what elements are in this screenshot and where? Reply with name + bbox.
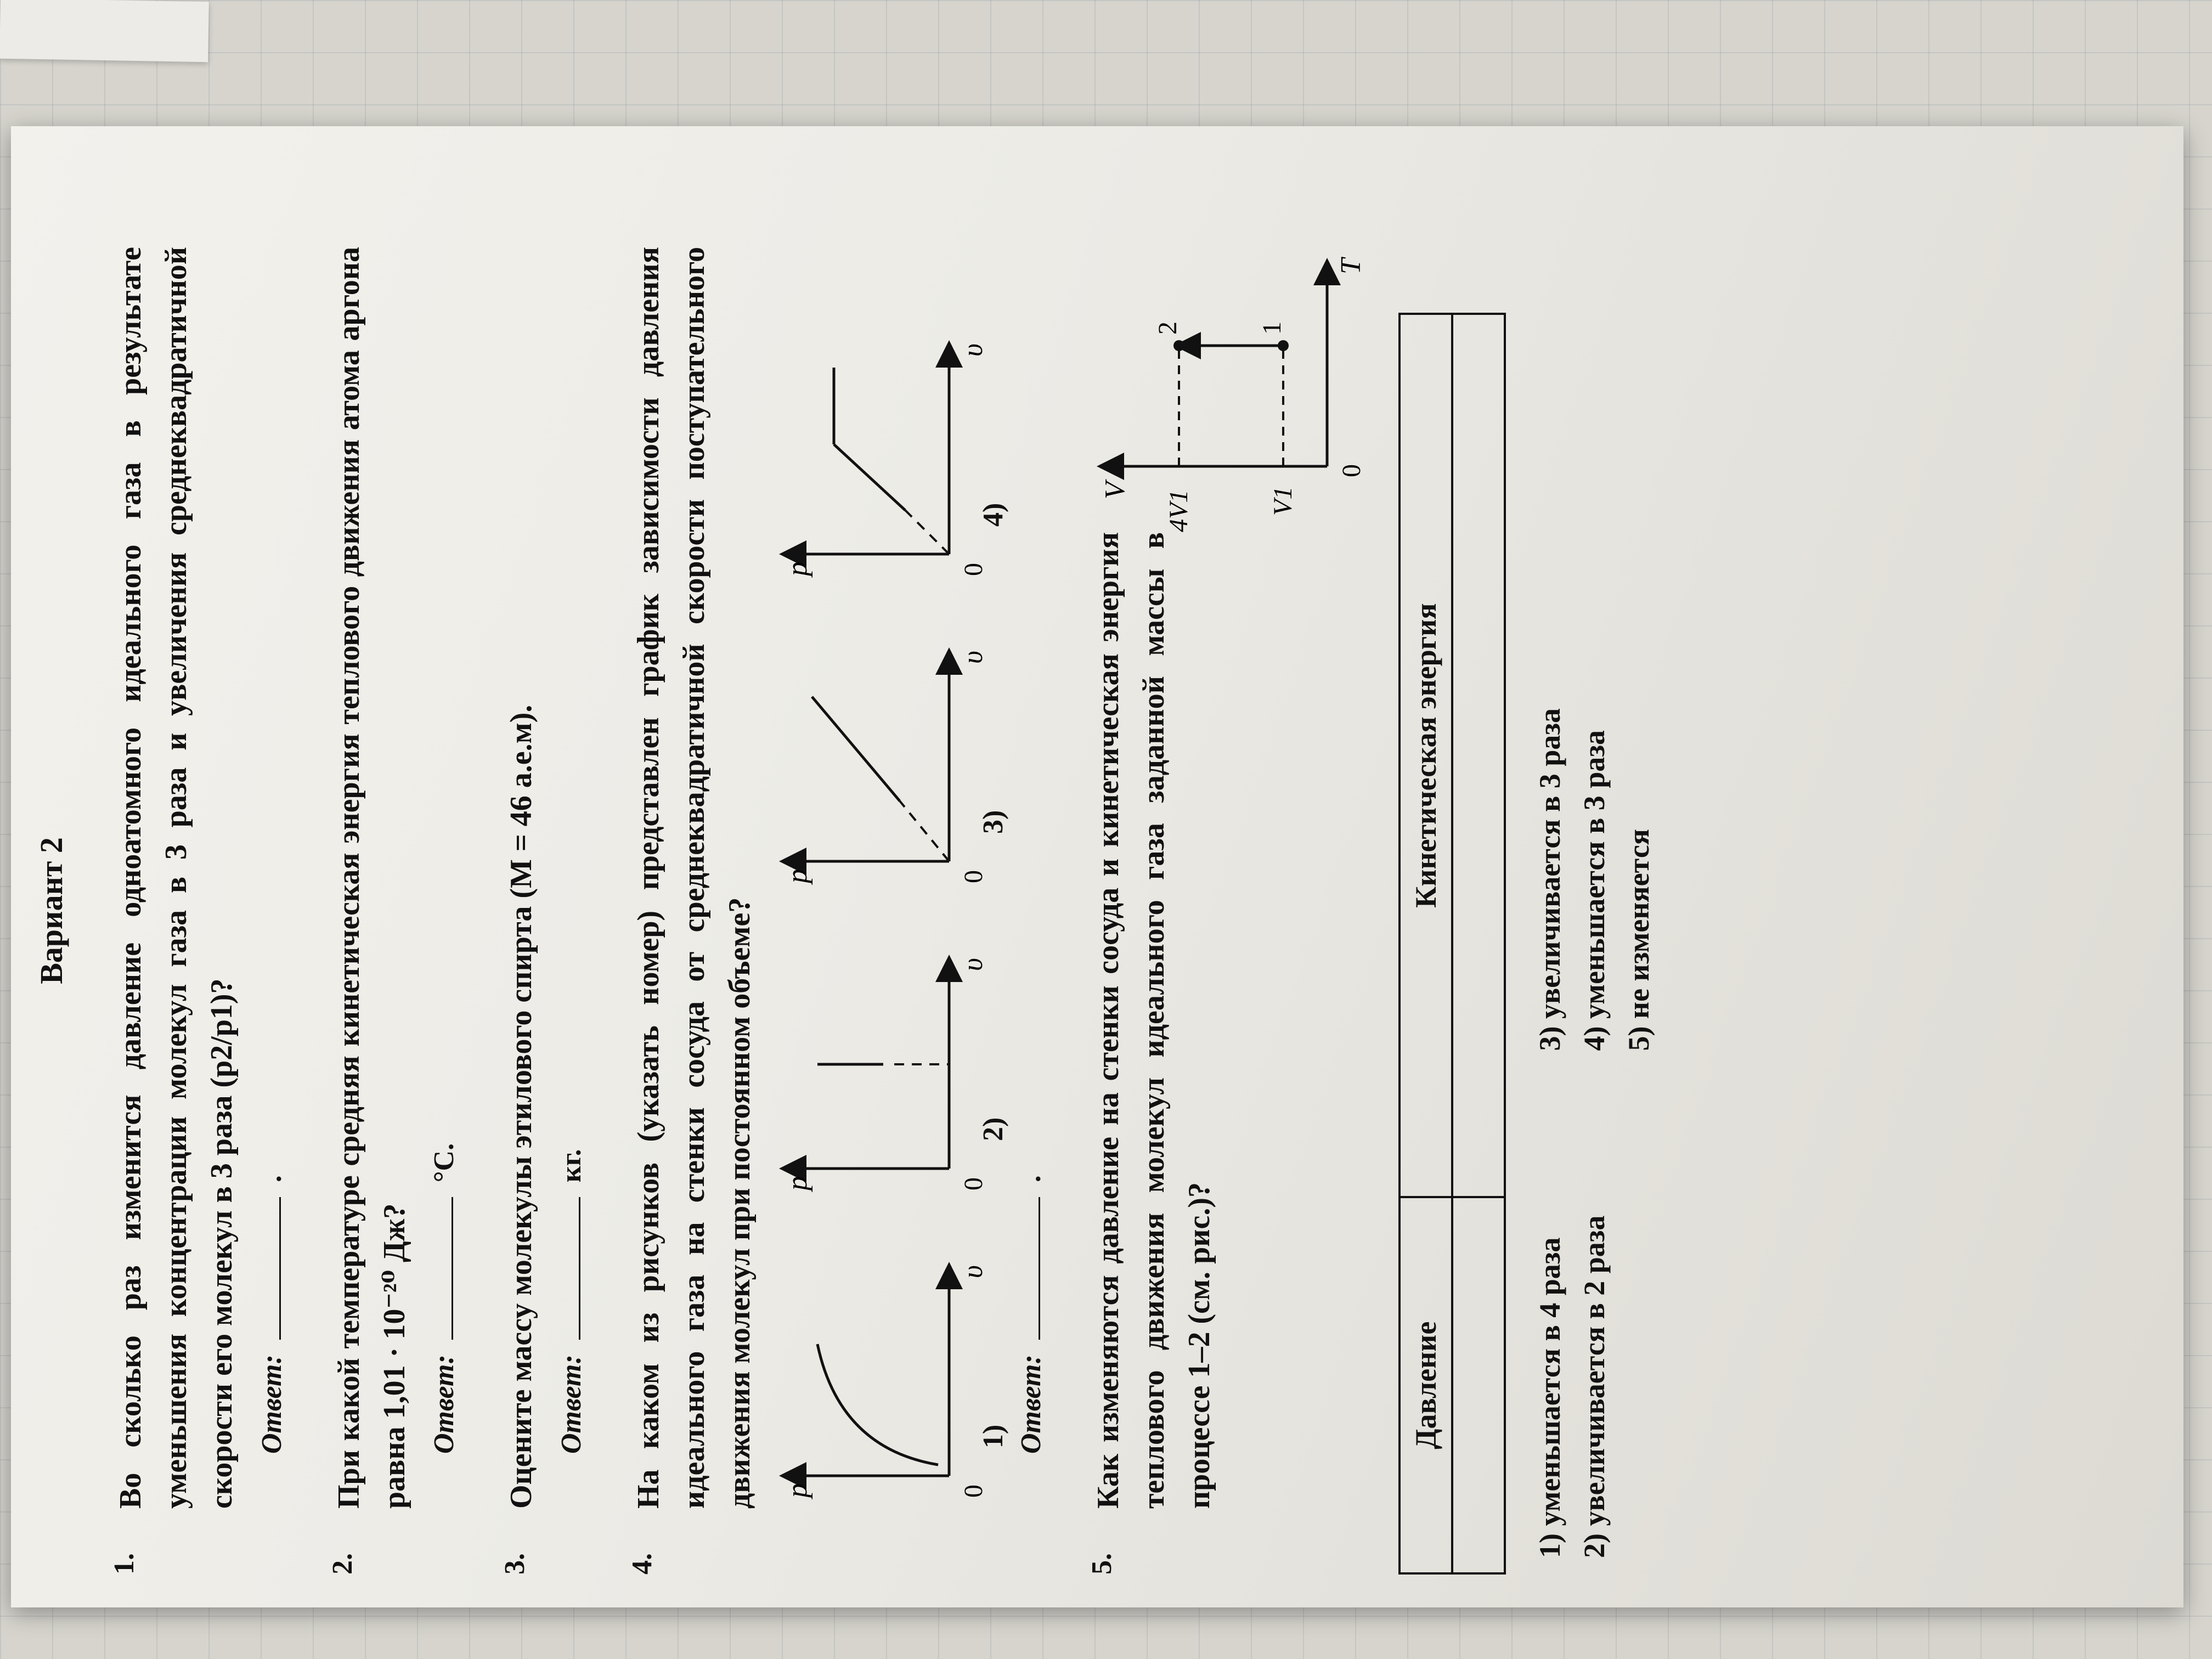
question-text: Оцените массу молекулы этилового спирта (M = 46 а.е.м). <box>504 704 539 1509</box>
answer-suffix: . <box>256 1175 287 1183</box>
answer-table <box>1398 313 1506 1575</box>
graph-2 <box>774 938 1009 1201</box>
graph-number: 2) <box>977 1117 1009 1141</box>
answer-blank[interactable] <box>1039 1197 1040 1340</box>
question-text: При какой температуре средняя кинетическая энергия теплового движения атома аргона равна 1,01 · 10⁻²⁰ Дж? <box>331 247 411 1509</box>
y-axis-label: p <box>781 562 813 576</box>
options-column-2 <box>1528 708 1661 1051</box>
answer-blank[interactable] <box>452 1197 453 1340</box>
table-header-pressure: Давление <box>1400 1197 1452 1573</box>
graph-1-plot <box>774 1245 1004 1509</box>
point-1-label: 1 <box>1257 321 1286 335</box>
point-2-label: 2 <box>1153 321 1182 335</box>
answer-blank[interactable] <box>279 1197 281 1340</box>
y-axis-label: p <box>781 1483 813 1498</box>
question-number: 2. <box>326 1553 358 1575</box>
question-2 <box>326 247 417 1575</box>
question-4 <box>626 247 763 1575</box>
table-cell-pressure-answer[interactable] <box>1452 1197 1505 1573</box>
x-axis-label: υ <box>957 343 989 357</box>
variant-title: Вариант 2 <box>33 837 69 984</box>
paper-corner <box>0 0 209 62</box>
x-axis-label: υ <box>957 1265 989 1278</box>
vt-diagram <box>1086 247 1371 532</box>
worksheet-page <box>11 126 2183 1607</box>
question-text: Во сколько раз изменится давление одноатомного идеального газа в результате уменьшения концентрации молекул газа в 3 раза и увеличения среднеквадратичной скорости его молекул в 3 раза (p2/p1)? <box>114 247 239 1509</box>
answer-suffix: . <box>1015 1175 1047 1183</box>
options-list <box>1528 247 1661 1558</box>
graph-4 <box>774 324 1009 587</box>
origin-label: 0 <box>958 870 988 883</box>
answer-1 <box>256 247 288 1454</box>
answer-2 <box>428 247 460 1454</box>
answer-label: Ответ: <box>428 1355 460 1454</box>
graph-number: 4) <box>977 503 1009 527</box>
question-text: Как изменяются давление на стенки сосуда и кинетическая энергия теплового движения молекул идеального газа заданной массы в процессе 1–2 (см. рис.)? <box>1091 532 1216 1509</box>
origin-label: 0 <box>958 1485 988 1498</box>
origin-label: 0 <box>958 1177 988 1190</box>
option-1: 1) уменьшается в 4 раза <box>1533 1237 1566 1558</box>
graph-4-plot <box>774 324 1004 587</box>
question-number: 1. <box>109 1553 140 1575</box>
option-4: 4) уменьшается в 3 раза <box>1577 730 1611 1051</box>
question-1 <box>108 247 245 1575</box>
y-axis-label: p <box>781 1176 813 1190</box>
answer-unit: кг. <box>556 1149 588 1183</box>
x-axis-label: υ <box>957 958 989 971</box>
answer-blank[interactable] <box>579 1197 580 1340</box>
graph-options <box>774 247 1009 1509</box>
question-number: 4. <box>627 1553 658 1575</box>
x-axis-label: υ <box>957 651 989 664</box>
options-column-1 <box>1528 1216 1661 1558</box>
x-axis-label: T <box>1335 258 1367 274</box>
v-high-label: 4V1 <box>1164 489 1193 532</box>
graph-3 <box>774 631 1009 894</box>
y-axis-label: p <box>781 869 813 883</box>
question-3 <box>499 247 544 1575</box>
option-2: 2) увеличивается в 2 раза <box>1577 1215 1611 1558</box>
table-cell-energy-answer[interactable] <box>1452 314 1505 1197</box>
question-number: 3. <box>499 1553 531 1575</box>
origin-label: 0 <box>1336 464 1366 477</box>
rotated-content <box>11 192 2118 1607</box>
graph-1 <box>774 1245 1009 1509</box>
answer-label: Ответ: <box>256 1355 287 1454</box>
graph-2-plot <box>774 938 1004 1201</box>
answer-label: Ответ: <box>556 1355 588 1454</box>
answer-3 <box>555 247 588 1454</box>
answer-4 <box>1015 247 1047 1454</box>
option-5: 5) не изменяется <box>1622 828 1655 1051</box>
page-content <box>33 247 1661 1575</box>
y-axis-label: V <box>1099 482 1131 499</box>
graph-number: 3) <box>977 810 1009 834</box>
option-3: 3) увеличивается в 3 раза <box>1533 708 1566 1051</box>
graph-3-plot <box>774 631 1004 894</box>
answer-unit: °C. <box>428 1143 460 1183</box>
origin-label: 0 <box>958 563 988 576</box>
question-5 <box>1086 247 1371 1575</box>
question-text: На каком из рисунков (указать номер) представлен график зависимости давления идеального газа на стенки сосуда от среднеквадратичной скорости поступательного движения молекул при постоянном объеме? <box>631 247 757 1509</box>
answer-label: Ответ: <box>1015 1355 1047 1454</box>
graph-number: 1) <box>977 1424 1009 1448</box>
question-number: 5. <box>1086 1553 1118 1575</box>
table-header-kinetic-energy: Кинетическая энергия <box>1400 314 1452 1197</box>
v-low-label: V1 <box>1268 486 1297 516</box>
